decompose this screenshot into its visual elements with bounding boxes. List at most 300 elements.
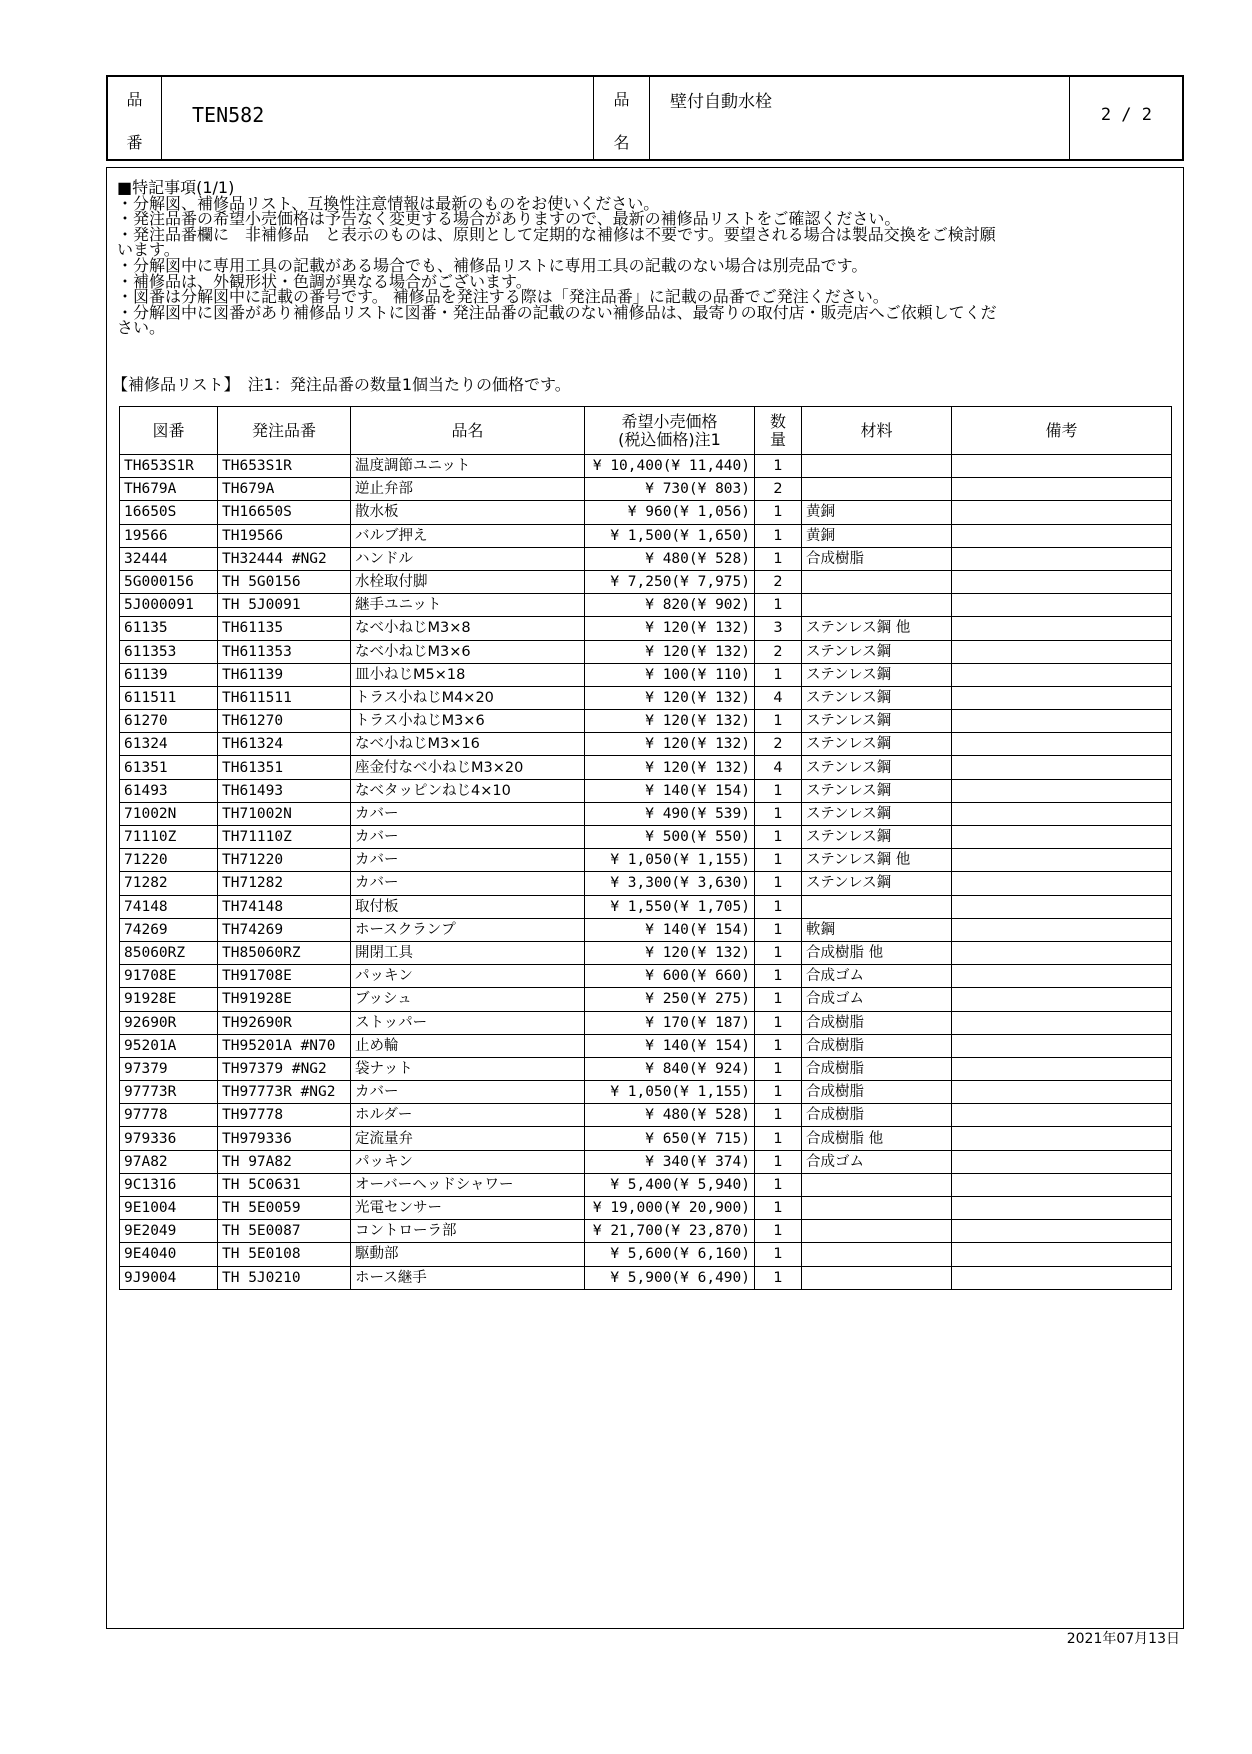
cell-fig: 9E4040 <box>120 1243 218 1266</box>
cell-material: 軟鋼 <box>802 918 952 941</box>
list-caption: 【補修品リスト】 注1：発注品番の数量1個当たりの価格です。 <box>112 375 571 394</box>
cell-name: パッキン <box>351 1150 585 1173</box>
cell-qty: 1 <box>755 455 802 478</box>
cell-price: ¥ 5,400(¥ 5,940) <box>585 1173 755 1196</box>
cell-order: TH71282 <box>218 872 351 895</box>
cell-qty: 1 <box>755 663 802 686</box>
cell-fig: 92690R <box>120 1011 218 1034</box>
cell-price: ¥ 140(¥ 154) <box>585 779 755 802</box>
cell-name: 皿小ねじM5×18 <box>351 663 585 686</box>
cell-remarks <box>952 1243 1172 1266</box>
cell-remarks <box>952 570 1172 593</box>
cell-material: 合成樹脂 <box>802 1104 952 1127</box>
cell-price: ¥ 650(¥ 715) <box>585 1127 755 1150</box>
cell-name: カバー <box>351 802 585 825</box>
col-qty-header-line2: 量 <box>769 429 786 449</box>
cell-fig: 611511 <box>120 686 218 709</box>
special-notes <box>117 180 1167 336</box>
col-material-header: 材料 <box>802 407 952 455</box>
cell-order: TH85060RZ <box>218 941 351 964</box>
cell-name: トラス小ねじM4×20 <box>351 686 585 709</box>
cell-remarks <box>952 478 1172 501</box>
cell-qty: 1 <box>755 547 802 570</box>
table-row <box>120 918 1172 941</box>
cell-name: カバー <box>351 826 585 849</box>
issue-date: 2021年07月13日 <box>1066 1631 1180 1647</box>
model-label-top: 品 <box>126 90 143 109</box>
cell-price: ¥ 1,050(¥ 1,155) <box>585 849 755 872</box>
cell-fig: 71282 <box>120 872 218 895</box>
name-label-cell <box>594 77 650 159</box>
cell-fig: 61270 <box>120 710 218 733</box>
cell-order: TH979336 <box>218 1127 351 1150</box>
cell-material <box>802 594 952 617</box>
note-line: ・分解図、補修品リスト、互換性注意情報は最新のものをお使いください。 <box>117 193 660 213</box>
table-row <box>120 663 1172 686</box>
cell-price: ¥ 19,000(¥ 20,900) <box>585 1197 755 1220</box>
cell-remarks <box>952 524 1172 547</box>
cell-material: ステンレス鋼 <box>802 872 952 895</box>
table-row <box>120 455 1172 478</box>
table-header-row <box>120 407 1172 455</box>
cell-name: ブッシュ <box>351 988 585 1011</box>
cell-material: 合成樹脂 他 <box>802 941 952 964</box>
table-row <box>120 547 1172 570</box>
cell-order: TH 5C0631 <box>218 1173 351 1196</box>
cell-remarks <box>952 455 1172 478</box>
cell-name: ホース継手 <box>351 1266 585 1289</box>
cell-material <box>802 895 952 918</box>
note-line: さい。 <box>117 318 166 338</box>
cell-price: ¥ 21,700(¥ 23,870) <box>585 1220 755 1243</box>
cell-name: ホルダー <box>351 1104 585 1127</box>
cell-qty: 1 <box>755 918 802 941</box>
cell-fig: 95201A <box>120 1034 218 1057</box>
cell-material: 合成樹脂 <box>802 1057 952 1080</box>
cell-fig: 91708E <box>120 965 218 988</box>
cell-fig: 71002N <box>120 802 218 825</box>
cell-material: ステンレス鋼 <box>802 802 952 825</box>
cell-order: TH 5E0059 <box>218 1197 351 1220</box>
cell-remarks <box>952 1220 1172 1243</box>
cell-fig: 71110Z <box>120 826 218 849</box>
table-row <box>120 501 1172 524</box>
cell-price: ¥ 120(¥ 132) <box>585 617 755 640</box>
cell-remarks <box>952 663 1172 686</box>
cell-price: ¥ 120(¥ 132) <box>585 756 755 779</box>
table-row <box>120 941 1172 964</box>
cell-price: ¥ 500(¥ 550) <box>585 826 755 849</box>
cell-fig: 32444 <box>120 547 218 570</box>
table-row <box>120 1057 1172 1080</box>
header-box <box>106 75 1184 161</box>
cell-qty: 1 <box>755 1034 802 1057</box>
cell-price: ¥ 340(¥ 374) <box>585 1150 755 1173</box>
note-line: ・補修品は、外観形状・色調が異なる場合がございます。 <box>117 271 532 291</box>
cell-remarks <box>952 1011 1172 1034</box>
cell-price: ¥ 820(¥ 902) <box>585 594 755 617</box>
cell-fig: 5G000156 <box>120 570 218 593</box>
cell-material: ステンレス鋼 <box>802 686 952 709</box>
cell-qty: 1 <box>755 826 802 849</box>
cell-order: TH61493 <box>218 779 351 802</box>
cell-remarks <box>952 501 1172 524</box>
cell-qty: 1 <box>755 1150 802 1173</box>
cell-fig: 61324 <box>120 733 218 756</box>
cell-qty: 1 <box>755 849 802 872</box>
cell-order: TH61139 <box>218 663 351 686</box>
cell-order: TH97379 #NG2 <box>218 1057 351 1080</box>
table-row <box>120 849 1172 872</box>
table-row <box>120 1266 1172 1289</box>
cell-price: ¥ 120(¥ 132) <box>585 941 755 964</box>
cell-material <box>802 1173 952 1196</box>
cell-remarks <box>952 1266 1172 1289</box>
cell-remarks <box>952 802 1172 825</box>
cell-price: ¥ 1,050(¥ 1,155) <box>585 1081 755 1104</box>
cell-name: ハンドル <box>351 547 585 570</box>
cell-qty: 2 <box>755 478 802 501</box>
cell-qty: 1 <box>755 802 802 825</box>
cell-price: ¥ 140(¥ 154) <box>585 1034 755 1057</box>
col-price-header-line2: (税込価格)注1 <box>618 429 721 449</box>
cell-material: ステンレス鋼 他 <box>802 849 952 872</box>
page-number: 2 / 2 <box>1100 105 1152 125</box>
cell-name: 逆止弁部 <box>351 478 585 501</box>
name-label-top: 品 <box>613 90 630 109</box>
table-row <box>120 733 1172 756</box>
cell-order: TH91928E <box>218 988 351 1011</box>
cell-order: TH61351 <box>218 756 351 779</box>
cell-fig: 979336 <box>120 1127 218 1150</box>
cell-material: 合成ゴム <box>802 988 952 1011</box>
cell-material: ステンレス鋼 <box>802 779 952 802</box>
cell-material: 合成樹脂 <box>802 1081 952 1104</box>
table-row <box>120 1173 1172 1196</box>
cell-remarks <box>952 1197 1172 1220</box>
cell-qty: 1 <box>755 941 802 964</box>
cell-price: ¥ 600(¥ 660) <box>585 965 755 988</box>
cell-price: ¥ 5,900(¥ 6,490) <box>585 1266 755 1289</box>
cell-name: なべ小ねじM3×6 <box>351 640 585 663</box>
cell-material: ステンレス鋼 <box>802 663 952 686</box>
note-line: います。 <box>117 240 180 260</box>
cell-qty: 1 <box>755 1197 802 1220</box>
cell-price: ¥ 960(¥ 1,056) <box>585 501 755 524</box>
cell-price: ¥ 120(¥ 132) <box>585 640 755 663</box>
table-row <box>120 686 1172 709</box>
cell-name: バルブ押え <box>351 524 585 547</box>
cell-qty: 2 <box>755 733 802 756</box>
cell-name: 袋ナット <box>351 1057 585 1080</box>
cell-remarks <box>952 1034 1172 1057</box>
cell-name: カバー <box>351 872 585 895</box>
cell-qty: 1 <box>755 1266 802 1289</box>
cell-name: 駆動部 <box>351 1243 585 1266</box>
cell-order: TH 5E0108 <box>218 1243 351 1266</box>
cell-material: 合成樹脂 他 <box>802 1127 952 1150</box>
table-row <box>120 570 1172 593</box>
cell-qty: 1 <box>755 988 802 1011</box>
cell-material <box>802 478 952 501</box>
cell-fig: 97A82 <box>120 1150 218 1173</box>
product-name-cell <box>650 77 1070 159</box>
cell-fig: 74148 <box>120 895 218 918</box>
cell-name: カバー <box>351 1081 585 1104</box>
cell-fig: 9J9004 <box>120 1266 218 1289</box>
table-row <box>120 1127 1172 1150</box>
cell-price: ¥ 480(¥ 528) <box>585 547 755 570</box>
cell-price: ¥ 3,300(¥ 3,630) <box>585 872 755 895</box>
cell-material: ステンレス鋼 <box>802 733 952 756</box>
cell-order: TH16650S <box>218 501 351 524</box>
cell-fig: 91928E <box>120 988 218 1011</box>
cell-remarks <box>952 895 1172 918</box>
table-row <box>120 1081 1172 1104</box>
cell-price: ¥ 480(¥ 528) <box>585 1104 755 1127</box>
cell-qty: 1 <box>755 1081 802 1104</box>
cell-remarks <box>952 1104 1172 1127</box>
cell-remarks <box>952 965 1172 988</box>
cell-remarks <box>952 849 1172 872</box>
cell-fig: 71220 <box>120 849 218 872</box>
cell-price: ¥ 5,600(¥ 6,160) <box>585 1243 755 1266</box>
model-label-cell <box>108 77 162 159</box>
cell-name: カバー <box>351 849 585 872</box>
cell-remarks <box>952 988 1172 1011</box>
cell-order: TH91708E <box>218 965 351 988</box>
product-name: 壁付自動水栓 <box>670 92 772 112</box>
cell-order: TH97773R #NG2 <box>218 1081 351 1104</box>
cell-order: TH71220 <box>218 849 351 872</box>
table-row <box>120 988 1172 1011</box>
cell-fig: 9E2049 <box>120 1220 218 1243</box>
name-label-bottom: 名 <box>613 133 630 152</box>
cell-name: 止め輪 <box>351 1034 585 1057</box>
note-line: ・発注品番の希望小売価格は予告なく変更する場合がありますので、最新の補修品リストをご確認ください。 <box>117 209 901 229</box>
cell-material: 黄銅 <box>802 501 952 524</box>
cell-qty: 1 <box>755 895 802 918</box>
cell-qty: 2 <box>755 570 802 593</box>
cell-remarks <box>952 756 1172 779</box>
note-line: ・分解図中に専用工具の記載がある場合でも、補修品リストに専用工具の記載のない場合は別売品です。 <box>117 255 868 275</box>
table-row <box>120 965 1172 988</box>
cell-price: ¥ 100(¥ 110) <box>585 663 755 686</box>
cell-remarks <box>952 941 1172 964</box>
table-row <box>120 478 1172 501</box>
col-qty-header-line1: 数 <box>769 411 786 431</box>
table-row <box>120 1150 1172 1173</box>
cell-order: TH 97A82 <box>218 1150 351 1173</box>
cell-remarks <box>952 1127 1172 1150</box>
cell-price: ¥ 840(¥ 924) <box>585 1057 755 1080</box>
cell-name: ホースクランプ <box>351 918 585 941</box>
col-remarks-header: 備考 <box>952 407 1172 455</box>
table-row <box>120 872 1172 895</box>
cell-order: TH97778 <box>218 1104 351 1127</box>
cell-name: ストッパー <box>351 1011 585 1034</box>
cell-name: 継手ユニット <box>351 594 585 617</box>
cell-qty: 1 <box>755 1220 802 1243</box>
cell-order: TH61135 <box>218 617 351 640</box>
cell-order: TH 5G0156 <box>218 570 351 593</box>
cell-material: ステンレス鋼 <box>802 710 952 733</box>
cell-qty: 1 <box>755 1243 802 1266</box>
cell-remarks <box>952 686 1172 709</box>
cell-fig: 9C1316 <box>120 1173 218 1196</box>
table-row <box>120 1104 1172 1127</box>
cell-remarks <box>952 1081 1172 1104</box>
cell-order: TH611511 <box>218 686 351 709</box>
cell-remarks <box>952 1173 1172 1196</box>
cell-remarks <box>952 617 1172 640</box>
cell-order: TH61324 <box>218 733 351 756</box>
cell-qty: 1 <box>755 779 802 802</box>
cell-material: ステンレス鋼 他 <box>802 617 952 640</box>
table-row <box>120 594 1172 617</box>
cell-remarks <box>952 918 1172 941</box>
cell-price: ¥ 250(¥ 275) <box>585 988 755 1011</box>
cell-material: 合成樹脂 <box>802 1011 952 1034</box>
cell-name: 座金付なべ小ねじM3×20 <box>351 756 585 779</box>
note-line: ・発注品番欄に 非補修品 と表示のものは、原則として定期的な補修は不要です。要望される場合は製品交換をご検討願 <box>117 224 996 244</box>
model-label-bottom: 番 <box>126 133 143 152</box>
cell-fig: 611353 <box>120 640 218 663</box>
table-row <box>120 779 1172 802</box>
cell-material <box>802 1197 952 1220</box>
parts-table <box>119 406 1172 1290</box>
cell-remarks <box>952 779 1172 802</box>
cell-order: TH653S1R <box>218 455 351 478</box>
table-row <box>120 756 1172 779</box>
cell-material <box>802 1243 952 1266</box>
cell-remarks <box>952 872 1172 895</box>
cell-price: ¥ 140(¥ 154) <box>585 918 755 941</box>
cell-material: 合成ゴム <box>802 965 952 988</box>
cell-name: オーバーヘッドシャワー <box>351 1173 585 1196</box>
cell-fig: 61135 <box>120 617 218 640</box>
model-cell <box>162 77 594 159</box>
cell-name: コントローラ部 <box>351 1220 585 1243</box>
cell-name: なべ小ねじM3×16 <box>351 733 585 756</box>
cell-remarks <box>952 1150 1172 1173</box>
cell-fig: 19566 <box>120 524 218 547</box>
cell-order: TH92690R <box>218 1011 351 1034</box>
cell-fig: 97379 <box>120 1057 218 1080</box>
cell-remarks <box>952 733 1172 756</box>
cell-material <box>802 1220 952 1243</box>
cell-name: トラス小ねじM3×6 <box>351 710 585 733</box>
cell-material: 合成樹脂 <box>802 547 952 570</box>
cell-material <box>802 1266 952 1289</box>
cell-order: TH 5J0210 <box>218 1266 351 1289</box>
cell-price: ¥ 120(¥ 132) <box>585 733 755 756</box>
cell-qty: 1 <box>755 872 802 895</box>
cell-material: 合成樹脂 <box>802 1034 952 1057</box>
cell-qty: 1 <box>755 524 802 547</box>
model-number: TEN582 <box>192 103 265 127</box>
cell-material <box>802 570 952 593</box>
cell-price: ¥ 170(¥ 187) <box>585 1011 755 1034</box>
cell-order: TH19566 <box>218 524 351 547</box>
cell-qty: 1 <box>755 710 802 733</box>
cell-price: ¥ 730(¥ 803) <box>585 478 755 501</box>
cell-name: パッキン <box>351 965 585 988</box>
cell-price: ¥ 7,250(¥ 7,975) <box>585 570 755 593</box>
cell-qty: 3 <box>755 617 802 640</box>
cell-fig: 61493 <box>120 779 218 802</box>
cell-qty: 2 <box>755 640 802 663</box>
cell-qty: 1 <box>755 501 802 524</box>
cell-order: TH679A <box>218 478 351 501</box>
cell-fig: 74269 <box>120 918 218 941</box>
table-row <box>120 1034 1172 1057</box>
cell-order: TH 5E0087 <box>218 1220 351 1243</box>
cell-name: 定流量弁 <box>351 1127 585 1150</box>
cell-order: TH611353 <box>218 640 351 663</box>
col-price-header-line1: 希望小売価格 <box>621 411 718 431</box>
cell-remarks <box>952 640 1172 663</box>
cell-qty: 1 <box>755 1011 802 1034</box>
cell-fig: 5J000091 <box>120 594 218 617</box>
table-row <box>120 1011 1172 1034</box>
page-cell <box>1070 77 1182 159</box>
cell-name: なべタッピンねじ4×10 <box>351 779 585 802</box>
table-row <box>120 524 1172 547</box>
table-row <box>120 1243 1172 1266</box>
cell-order: TH71002N <box>218 802 351 825</box>
cell-price: ¥ 1,550(¥ 1,705) <box>585 895 755 918</box>
cell-fig: 85060RZ <box>120 941 218 964</box>
table-row <box>120 710 1172 733</box>
table-row <box>120 895 1172 918</box>
cell-fig: TH653S1R <box>120 455 218 478</box>
cell-price: ¥ 490(¥ 539) <box>585 802 755 825</box>
table-row <box>120 617 1172 640</box>
cell-qty: 1 <box>755 965 802 988</box>
table-row <box>120 1197 1172 1220</box>
parts-table-body <box>120 455 1172 1290</box>
cell-fig: 97773R <box>120 1081 218 1104</box>
cell-price: ¥ 1,500(¥ 1,650) <box>585 524 755 547</box>
cell-remarks <box>952 594 1172 617</box>
cell-order: TH61270 <box>218 710 351 733</box>
cell-order: TH32444 #NG2 <box>218 547 351 570</box>
col-price-header <box>585 407 755 455</box>
table-row <box>120 640 1172 663</box>
col-qty-header <box>755 407 802 455</box>
cell-qty: 4 <box>755 686 802 709</box>
cell-name: 散水板 <box>351 501 585 524</box>
cell-order: TH74269 <box>218 918 351 941</box>
cell-fig: 16650S <box>120 501 218 524</box>
cell-remarks <box>952 826 1172 849</box>
cell-qty: 1 <box>755 1173 802 1196</box>
cell-price: ¥ 120(¥ 132) <box>585 686 755 709</box>
cell-remarks <box>952 547 1172 570</box>
cell-material: ステンレス鋼 <box>802 640 952 663</box>
cell-qty: 4 <box>755 756 802 779</box>
cell-fig: 97778 <box>120 1104 218 1127</box>
col-order-header: 発注品番 <box>218 407 351 455</box>
cell-name: 水栓取付脚 <box>351 570 585 593</box>
cell-name: 取付板 <box>351 895 585 918</box>
cell-price: ¥ 10,400(¥ 11,440) <box>585 455 755 478</box>
cell-fig: 61351 <box>120 756 218 779</box>
cell-remarks <box>952 710 1172 733</box>
cell-qty: 1 <box>755 1057 802 1080</box>
cell-material: ステンレス鋼 <box>802 826 952 849</box>
